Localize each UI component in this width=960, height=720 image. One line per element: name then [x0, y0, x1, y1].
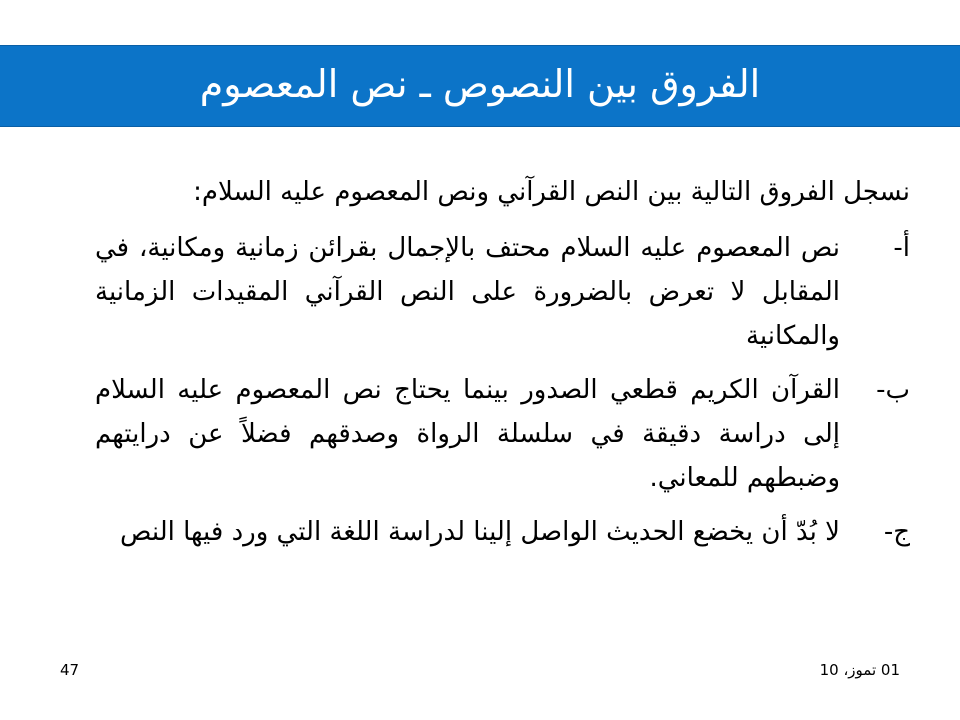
title-bar [0, 45, 960, 127]
intro-text: نسجل الفروق التالية بين النص القرآني ونص المعصوم عليه السلام: [193, 177, 910, 207]
list-item [95, 510, 910, 554]
page-number: 47 [60, 661, 80, 679]
list-item-text: القرآن الكريم قطعي الصدور بينما يحتاج نص المعصوم عليه السلام إلى دراسة دقيقة في سلسلة الرواة وصدقهم فضلاً عن درايتهم وضبطهم للمعاني. [95, 375, 840, 493]
list-item-text: نص المعصوم عليه السلام محتف بالإجمال بقرائن زمانية ومكانية، في المقابل لا تعرض بالضرورة على النص القرآني المقيدات الزمانية والمكانية [95, 233, 840, 351]
list-item-text: لا بُدّ أن يخضع الحديث الواصل إلينا لدراسة اللغة التي ورد فيها النص [120, 517, 840, 547]
list-marker: ب- [876, 375, 910, 405]
list-item [95, 368, 910, 500]
list-marker: أ- [893, 233, 910, 263]
footer-date: 01 تموز، 10 [819, 661, 900, 679]
list-item [95, 226, 910, 358]
list-marker: ج- [883, 517, 910, 547]
slide-title: الفروق بين النصوص ـ نص المعصوم [199, 62, 761, 106]
slide-content [95, 170, 910, 564]
